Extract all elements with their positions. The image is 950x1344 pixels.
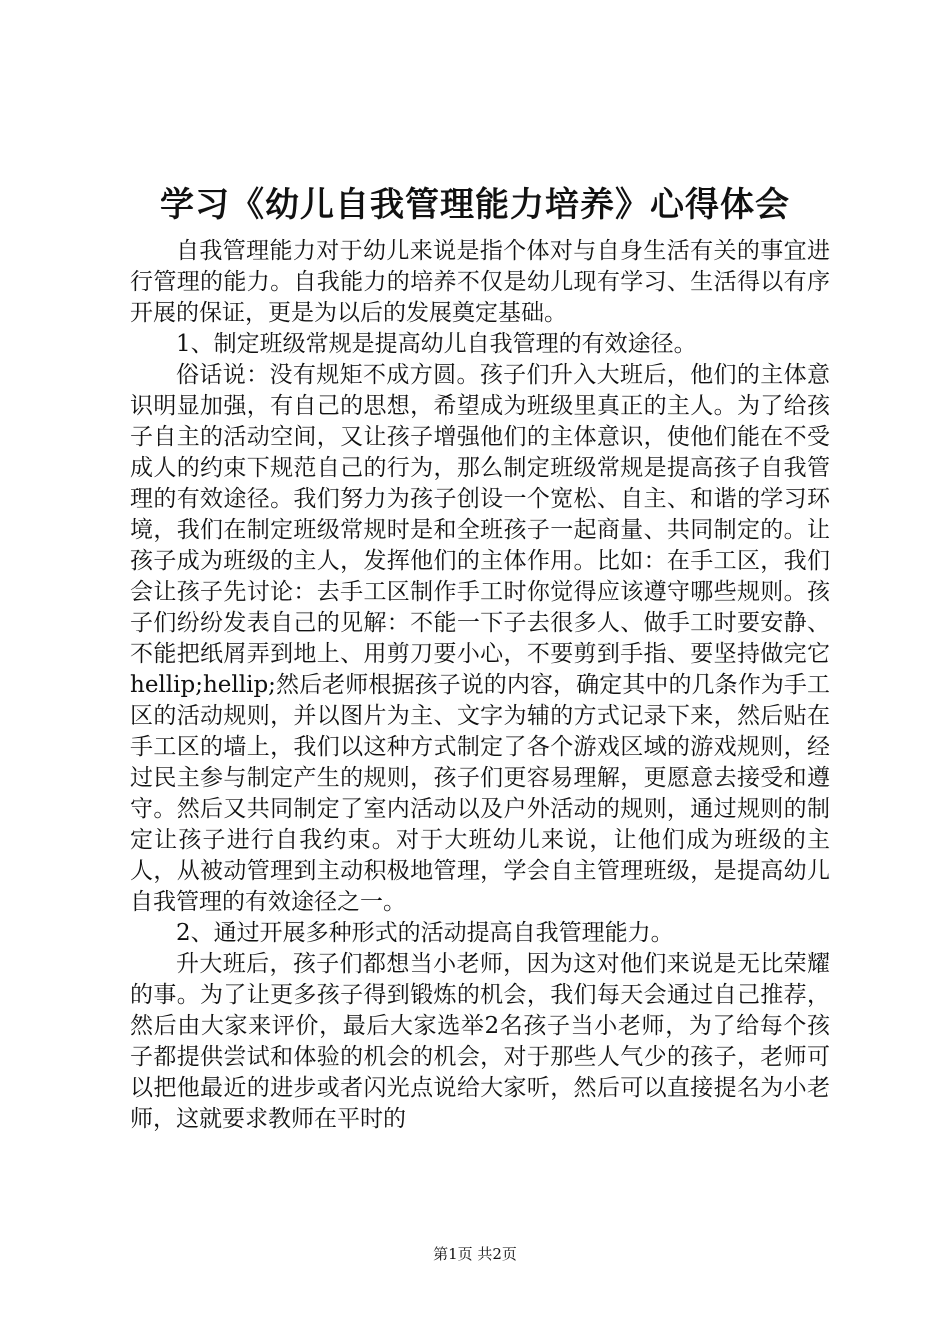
page-number-footer: 第1页 共2页 bbox=[433, 1245, 517, 1263]
paragraph-little-teacher: 升大班后，孩子们都想当小老师，因为这对他们来说是无比荣耀的事。为了让更多孩子得到锻炼的机会，我们每天会通过自己推荐，然后由大家来评价，最后大家选举2名孩子当小老师，为了给每个孩子都提供尝试和体验的机会的机会，对于那些人气少的孩子，老师可以把他最近的进步或者闪光点说给大家听，然后可以直接提名为小老师，这就要求教师在平时的 bbox=[130, 951, 830, 1132]
paragraph-class-rules: 俗话说：没有规矩不成方圆。孩子们升入大班后，他们的主体意识明显加强，有自己的思想，希望成为班级里真正的主人。为了给孩子自主的活动空间，又让孩子增强他们的主体意识，使他们能在不受成人的约束下规范自己的行为，那么制定班级常规是提高孩子自我管理的有效途径。我们努力为孩子创设一个宽松、自主、和谐的学习环境，我们在制定班级常规时是和全班孩子一起商量、共同制定的。让孩子成为班级的主人，发挥他们的主体作用。比如：在手工区，我们会让孩子先讨论：去手工区制作手工时你觉得应该遵守哪些规则。孩子们纷纷发表自己的见解：不能一下子去很多人、做手工时要安静、不能把纸屑弄到地上、用剪刀要小心，不要剪到手指、要坚持做完它hellip;hellip;然后老师根据孩子说的内容，确定其中的几条作为手工区的活动规则，并以图片为主、文字为辅的方式记录下来，然后贴在手工区的墙上，我们以这种方式制定了各个游戏区域的游戏规则，经过民主参与制定产生的规则，孩子们更容易理解，更愿意去接受和遵守。然后又共同制定了室内活动以及户外活动的规则，通过规则的制定让孩子进行自我约束。对于大班幼儿来说，让他们成为班级的主人，从被动管理到主动积极地管理，学会自主管理班级，是提高幼儿自我管理的有效途径之一。 bbox=[130, 362, 830, 915]
paragraph-intro: 自我管理能力对于幼儿来说是指个体对与自身生活有关的事宜进行管理的能力。自我能力的培养不仅是幼儿现有学习、生活得以有序开展的保证，更是为以后的发展奠定基础。 bbox=[130, 238, 830, 326]
section-heading-1: 1、制定班级常规是提高幼儿自我管理的有效途径。 bbox=[176, 331, 697, 357]
section-heading-2: 2、通过开展多种形式的活动提高自我管理能力。 bbox=[176, 920, 674, 946]
document-body bbox=[130, 236, 830, 1135]
document-title: 学习《幼儿自我管理能力培养》心得体会 bbox=[160, 185, 790, 225]
